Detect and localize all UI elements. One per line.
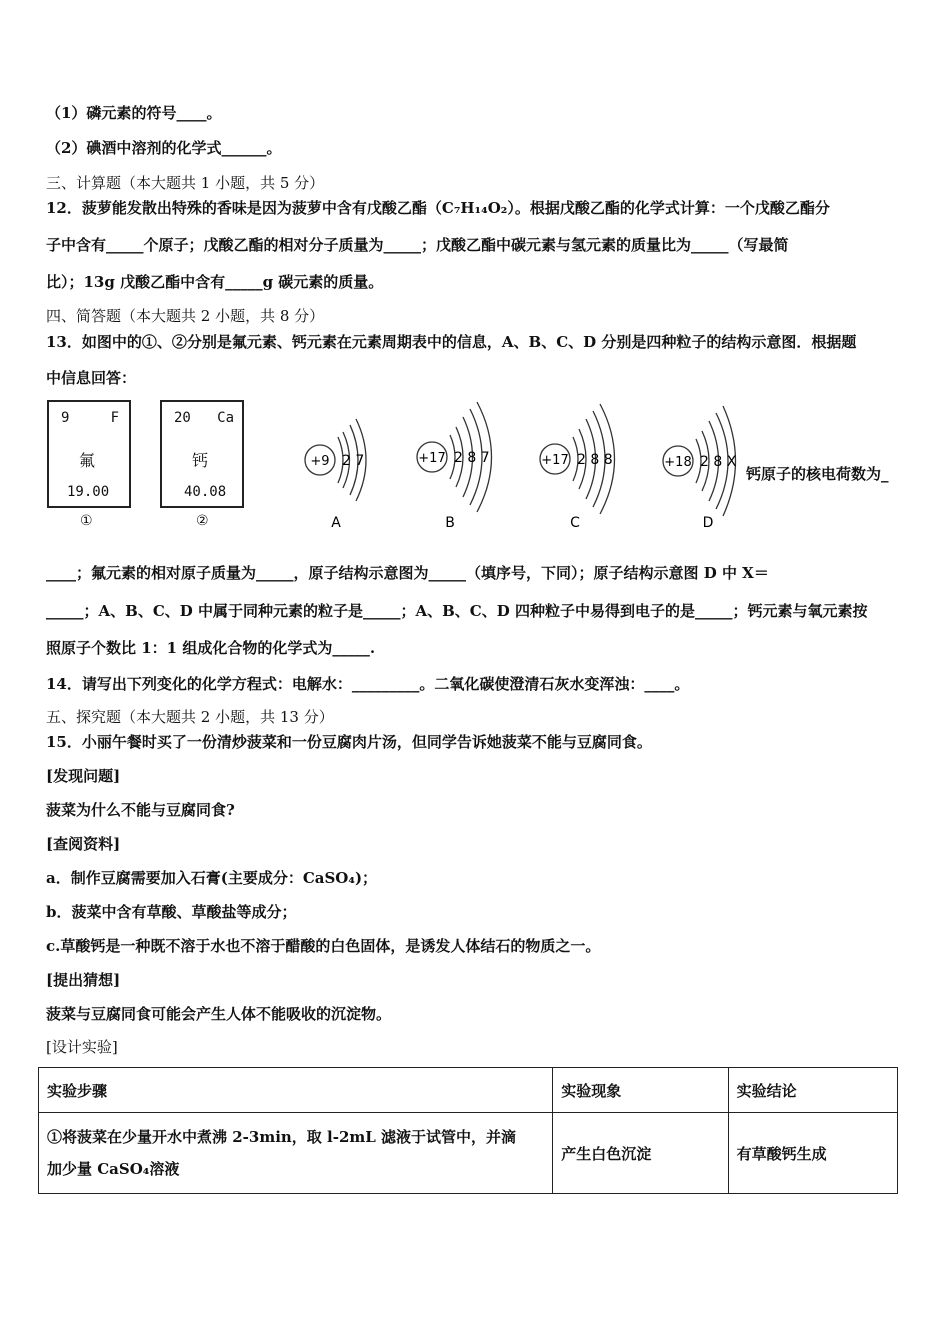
- question-13-line1: 13．如图中的①、②分别是氟元素、钙元素在元素周期表中的信息，A、B、C、D 分别是四种粒子的结构示意图．根据题: [46, 333, 857, 351]
- element-name: 钙: [192, 451, 209, 470]
- question-13-line4: _____；A、B、C、D 中属于同种元素的粒子是_____；A、B、C、D 四种粒子中易得到电子的是_____；钙元素与氧元素按: [46, 602, 868, 620]
- particle-diagrams: [290, 395, 750, 540]
- element-symbol: F: [110, 410, 119, 426]
- reference-c: c.草酸钙是一种既不溶于水也不溶于醋酸的白色固体，是诱发人体结石的物质之一。: [46, 937, 601, 955]
- question-12-line2: 子中含有_____个原子；戊酸乙酯的相对分子质量为_____；戊酸乙酯中碳元素与氢元素的质量比为_____（写最简: [46, 236, 789, 254]
- problem-text: 菠菜为什么不能与豆腐同食?: [46, 801, 235, 819]
- experiment-table: [38, 1067, 898, 1194]
- question-14: 14．请写出下列变化的化学方程式：电解水：_________。二氧化碳使澄清石灰水变浑浊：____。: [46, 675, 690, 693]
- shells-D: 2 8 X: [700, 454, 737, 470]
- nucleus-B: +17: [418, 451, 446, 466]
- reference-b: b．菠菜中含有草酸、草酸盐等成分；: [46, 903, 297, 921]
- nucleus-C: +17: [541, 453, 569, 468]
- step-line1: ①将菠菜在少量开水中煮沸 2-3min，取 l-2mL 滤液于试管中，并滴: [47, 1128, 517, 1146]
- question-13-line5: 照原子个数比 1：1 组成化合物的化学式为_____.: [46, 639, 376, 657]
- element-name: 氟: [79, 451, 96, 470]
- header-step: 实验步骤: [39, 1068, 553, 1113]
- nucleus-D: +18: [664, 455, 692, 470]
- element-label-2: ②: [196, 513, 209, 529]
- element-label-1: ①: [80, 513, 93, 529]
- question-13-line3: ____；氟元素的相对原子质量为_____，原子结构示意图为_____（填序号，下同）；原子结构示意图 D 中 X＝: [46, 564, 769, 582]
- question-15: 15．小丽午餐时买了一份清炒菠菜和一份豆腐肉片汤，但同学告诉她菠菜不能与豆腐同食。: [46, 733, 652, 751]
- cell-phenomenon: 产生白色沉淀: [553, 1113, 728, 1194]
- question-13-line2: 中信息回答：: [46, 369, 137, 387]
- shells-B: 2 8 7: [454, 450, 490, 466]
- shells-C: 2 8 8: [577, 452, 613, 468]
- section-3-heading: 三、计算题（本大题共 1 小题，共 5 分）: [46, 174, 325, 192]
- label-A: A: [331, 515, 341, 531]
- header-conclusion: 实验结论: [728, 1068, 897, 1113]
- heading-hypothesis: [提出猜想]: [46, 971, 121, 989]
- element-symbol: Ca: [217, 410, 234, 426]
- question-11-part2: （2）碘酒中溶剂的化学式______。: [46, 139, 282, 157]
- question-12-line1: 12．菠萝能发散出特殊的香味是因为菠萝中含有戊酸乙酯（C₇H₁₄O₂）。根据戊酸乙酯的化学式计算：一个戊酸乙酯分: [46, 199, 830, 217]
- atomic-mass: 19.00: [67, 484, 110, 500]
- label-D: D: [702, 515, 714, 531]
- heading-discover-problem: [发现问题]: [46, 767, 121, 785]
- question-11-part1: （1）磷元素的符号____。: [46, 104, 222, 122]
- reference-a: a．制作豆腐需要加入石膏(主要成分：CaSO₄)；: [46, 869, 378, 887]
- header-phenomenon: 实验现象: [553, 1068, 728, 1113]
- heading-reference: [查阅资料]: [46, 835, 121, 853]
- cell-conclusion: 有草酸钙生成: [728, 1113, 897, 1194]
- atomic-mass: 40.08: [184, 484, 227, 500]
- question-12-line3: 比）；13g 戊酸乙酯中含有_____g 碳元素的质量。: [46, 273, 384, 291]
- heading-design-experiment: [设计实验]: [46, 1038, 118, 1056]
- atomic-number: 20: [174, 410, 191, 426]
- hypothesis-text: 菠菜与豆腐同食可能会产生人体不能吸收的沉淀物。: [46, 1005, 392, 1023]
- table-row: [39, 1113, 898, 1194]
- nucleus-A: +9: [310, 454, 330, 469]
- section-4-heading: 四、简答题（本大题共 2 小题，共 8 分）: [46, 307, 325, 325]
- atomic-number: 9: [61, 410, 70, 426]
- element-box-calcium: [160, 400, 244, 508]
- section-5-heading: 五、探究题（本大题共 2 小题，共 13 分）: [46, 708, 334, 726]
- table-header-row: [39, 1068, 898, 1113]
- shells-A: 2 7: [342, 453, 365, 469]
- element-box-fluorine: [47, 400, 131, 508]
- cell-step: [39, 1113, 553, 1194]
- label-B: B: [445, 515, 455, 531]
- question-13-side-text: 钙原子的核电荷数为_: [746, 465, 889, 483]
- step-line2: 加少量 CaSO₄溶液: [47, 1160, 180, 1178]
- label-C: C: [570, 515, 580, 531]
